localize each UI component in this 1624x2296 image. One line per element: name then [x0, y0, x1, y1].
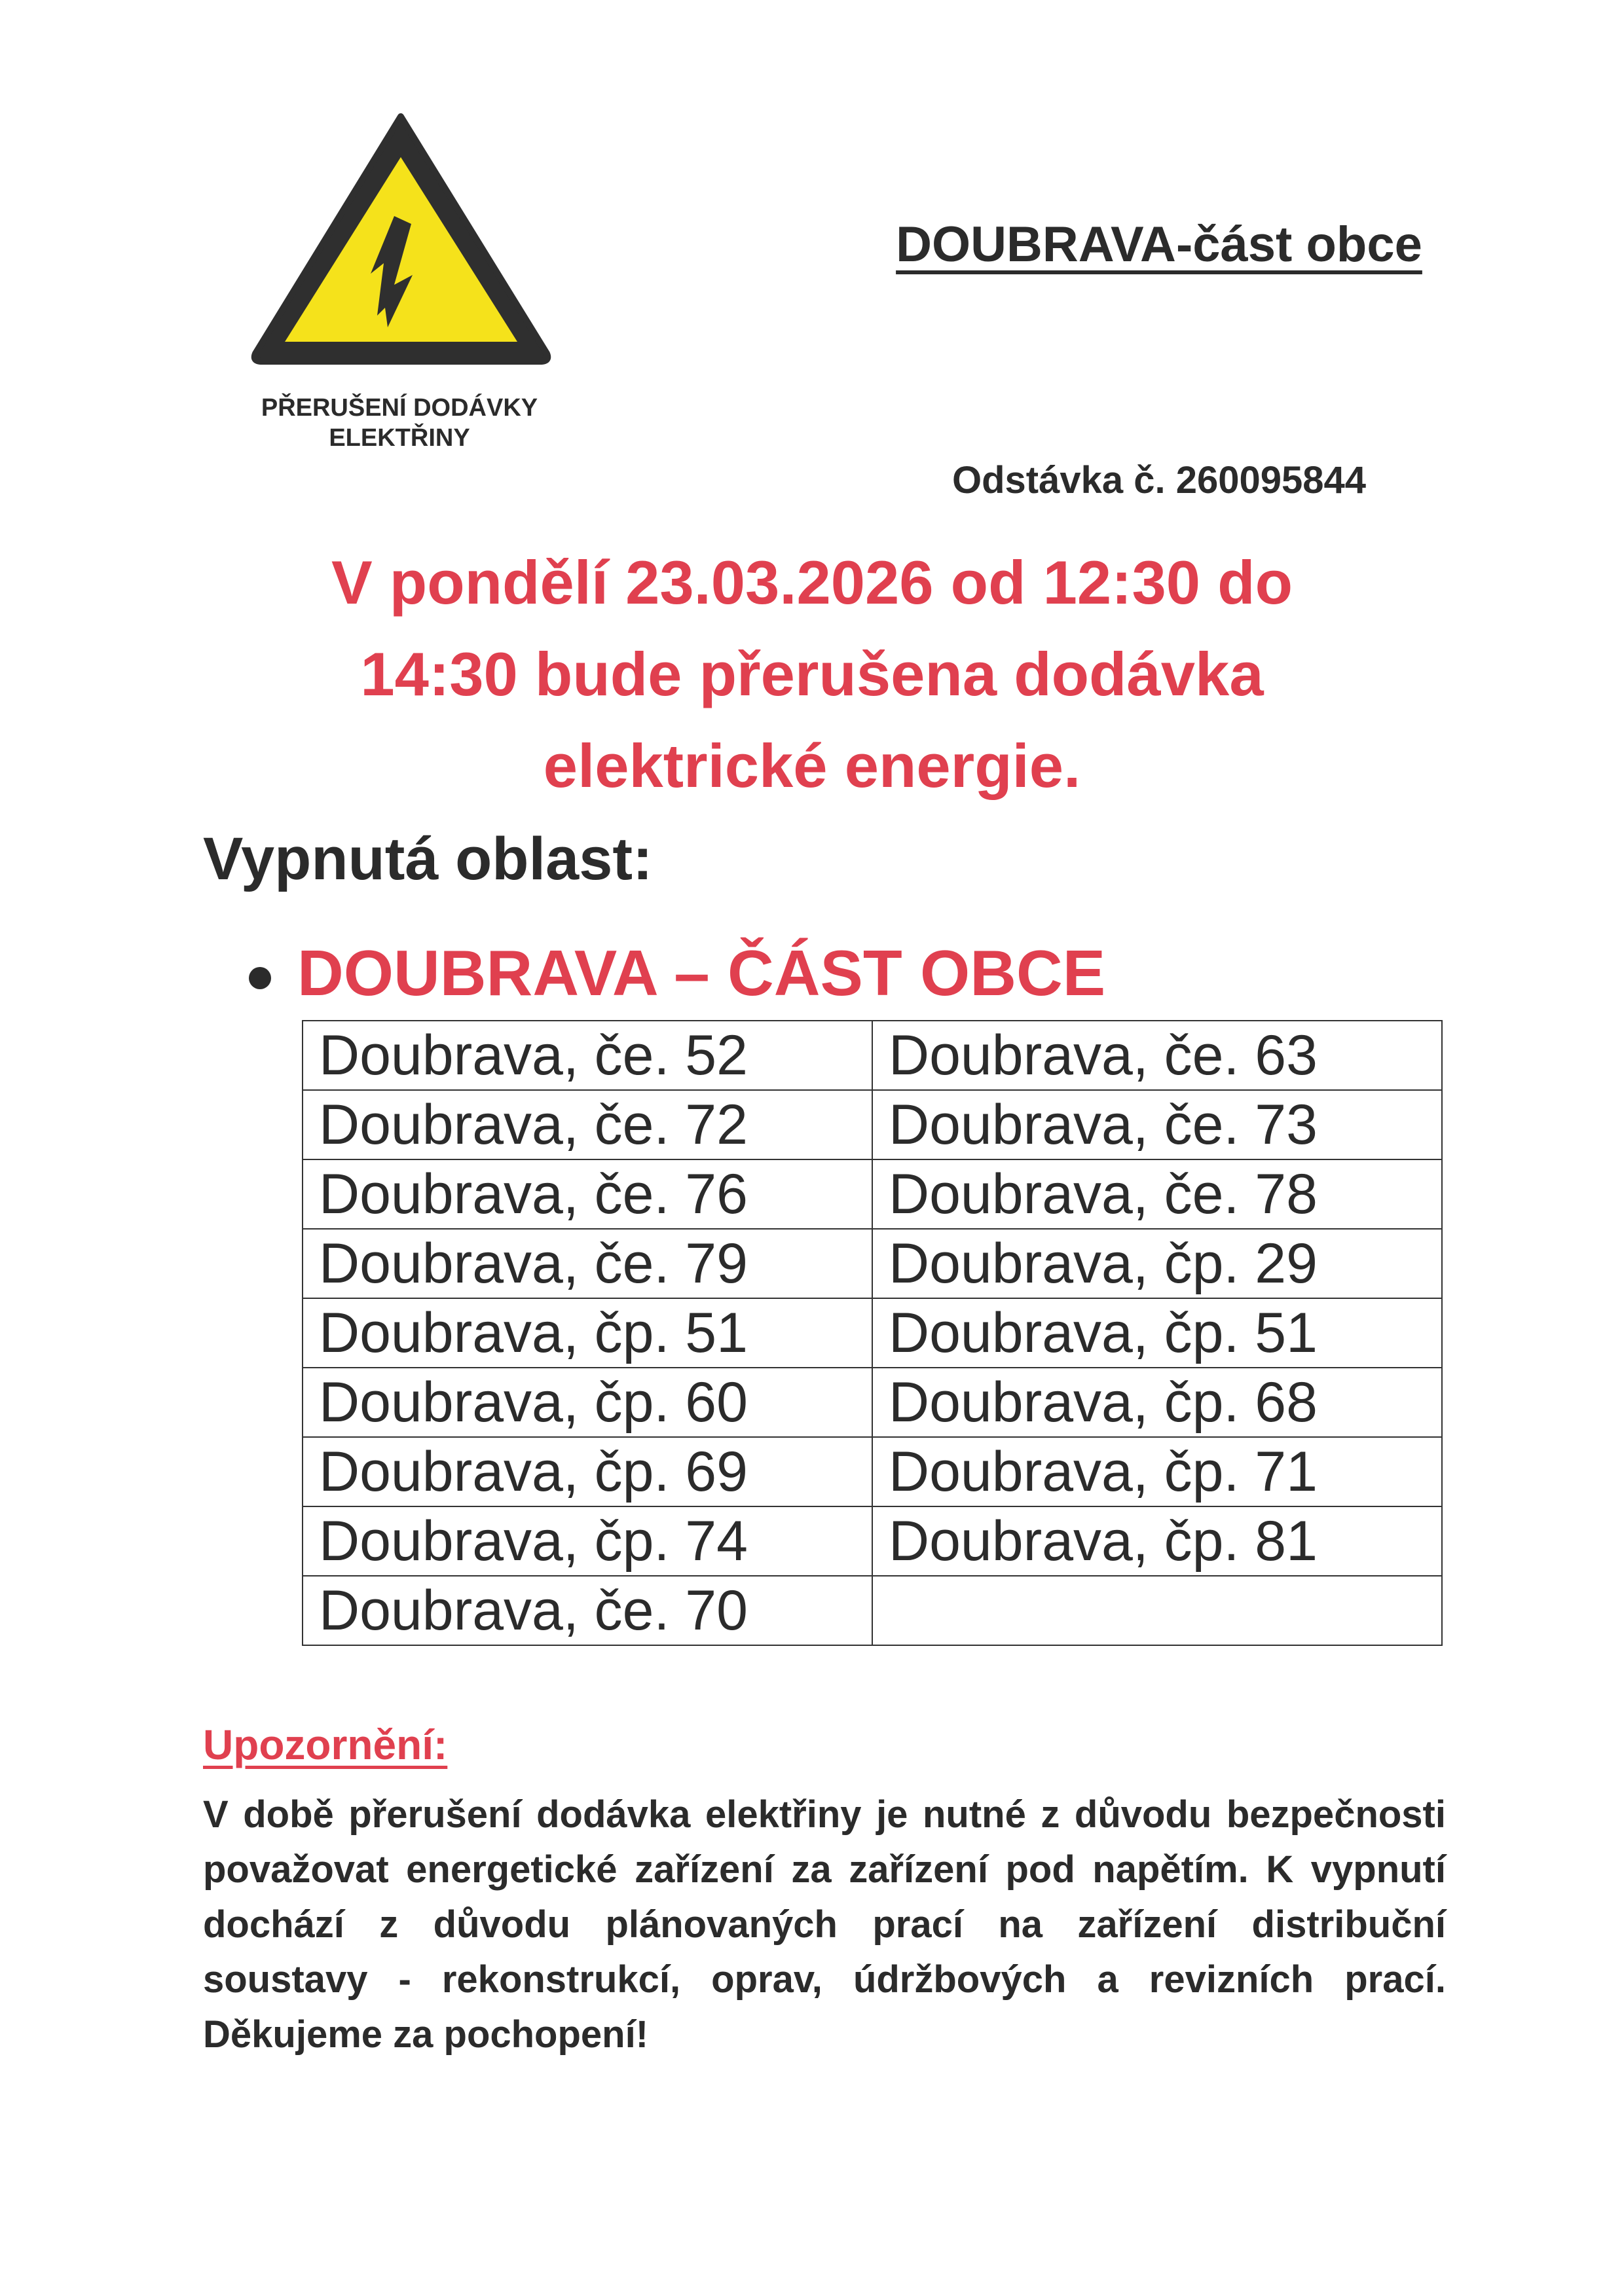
table-row [303, 1229, 1442, 1298]
address-cell: Doubrava, če. 78 [872, 1159, 1442, 1229]
area-label: Vypnutá oblast: [203, 826, 653, 892]
table-row [303, 1506, 1442, 1576]
area-name: DOUBRAVA – ČÁST OBCE [297, 937, 1106, 1009]
address-cell: Doubrava, če. 79 [303, 1229, 872, 1298]
address-cell: Doubrava, čp. 69 [303, 1437, 872, 1506]
headline-line: 14:30 bude přerušena dodávka [360, 640, 1264, 708]
sign-label [196, 393, 602, 453]
address-cell: Doubrava, čp. 51 [303, 1298, 872, 1368]
outage-headline [157, 537, 1467, 812]
address-cell: Doubrava, čp. 60 [303, 1368, 872, 1437]
address-cell: Doubrava, čp. 74 [303, 1506, 872, 1576]
high-voltage-warning-icon [249, 111, 553, 367]
table-row [303, 1090, 1442, 1159]
headline-line: V pondělí 23.03.2026 od 12:30 do [331, 548, 1293, 617]
table-row [303, 1159, 1442, 1229]
address-cell: Doubrava, čp. 68 [872, 1368, 1442, 1437]
address-cell: Doubrava, če. 73 [872, 1090, 1442, 1159]
sign-label-line1: PŘERUŠENÍ DODÁVKY [261, 394, 538, 422]
address-cell: Doubrava, čp. 29 [872, 1229, 1442, 1298]
address-cell: Doubrava, če. 72 [303, 1090, 872, 1159]
address-cell: Doubrava, če. 76 [303, 1159, 872, 1229]
address-cell [872, 1576, 1442, 1645]
table-row [303, 1021, 1442, 1090]
headline-line: elektrické energie. [543, 731, 1081, 800]
address-cell: Doubrava, če. 52 [303, 1021, 872, 1090]
table-row [303, 1576, 1442, 1645]
sign-label-line2: ELEKTŘINY [329, 424, 470, 452]
outage-number: Odstávka č. 260095844 [951, 459, 1367, 501]
address-cell: Doubrava, čp. 71 [872, 1437, 1442, 1506]
bullet-icon [249, 967, 271, 989]
area-title: DOUBRAVA-část obce [896, 217, 1422, 272]
address-table [302, 1020, 1443, 1646]
table-row [303, 1368, 1442, 1437]
table-row [303, 1298, 1442, 1368]
notice-text: V době přerušení dodávka elektřiny je nutné z důvodu bezpečnosti považovat energetické zařízení za zařízení pod napětím. K vypnutí dochází z důvodu plánovaných prací na zařízení distribuční soustavy - rekonstrukcí, oprav, údržbových a revizních prací. Děkujeme za pochopení! [203, 1793, 1446, 2056]
address-cell: Doubrava, če. 70 [303, 1576, 872, 1645]
address-cell: Doubrava, čp. 51 [872, 1298, 1442, 1368]
area-bullet [249, 936, 1105, 1010]
notice-title: Upozornění: [203, 1721, 448, 1768]
address-cell: Doubrava, če. 63 [872, 1021, 1442, 1090]
address-cell: Doubrava, čp. 81 [872, 1506, 1442, 1576]
table-row [303, 1437, 1442, 1506]
